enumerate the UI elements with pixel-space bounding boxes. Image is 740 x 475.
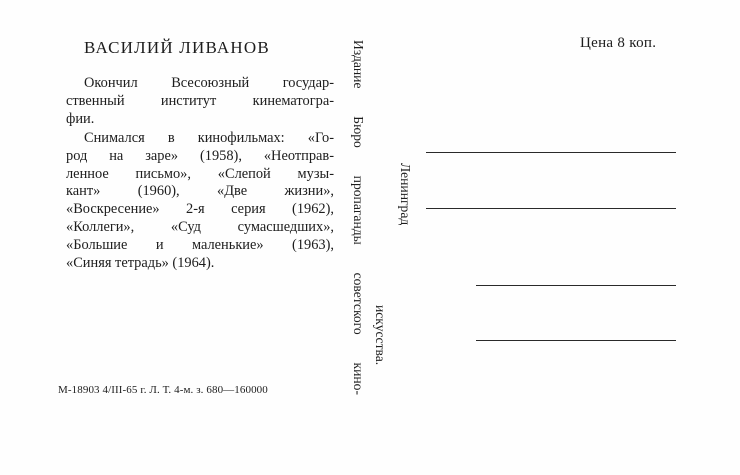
filmography-line: «Воскресение» 2-я серия (1962), bbox=[66, 201, 334, 218]
education-line: фии. bbox=[66, 111, 95, 127]
filmography-line: Снимался в кинофильмах: «Го- bbox=[84, 130, 334, 146]
filmography-line: «Коллеги», «Суд сумасшедших», bbox=[66, 218, 334, 235]
filmography-line: кант» (1960), «Две жизни», bbox=[66, 183, 334, 200]
filmography-line: род на заре» (1958), «Неотправ- bbox=[66, 147, 334, 164]
publisher-line-2: искусства. bbox=[373, 305, 388, 366]
address-line bbox=[426, 208, 676, 209]
filmography-line: ленное письмо», «Слепой музы- bbox=[66, 165, 334, 182]
filmography-line: «Синяя тетрадь» (1964). bbox=[66, 254, 215, 271]
filmography-paragraph bbox=[66, 130, 334, 272]
actor-name-title: ВАСИЛИЙ ЛИВАНОВ bbox=[84, 38, 270, 57]
filmography-line: «Большие и маленькие» (1963), bbox=[66, 236, 334, 253]
education-paragraph bbox=[66, 74, 334, 128]
address-line bbox=[476, 285, 676, 286]
price-label: Цена 8 коп. bbox=[580, 35, 657, 51]
address-line bbox=[476, 340, 676, 341]
education-line: ственный институт кинематогра- bbox=[66, 93, 334, 109]
address-line bbox=[426, 152, 676, 153]
publisher-line-1: Издание Бюро пропаганды советского кино- bbox=[351, 40, 366, 395]
print-imprint: М-18903 4/III-65 г. Л. Т. 4-м. з. 680—160000 bbox=[58, 384, 268, 396]
publisher-city: Ленинград bbox=[398, 163, 413, 226]
education-line: Окончил Всесоюзный государ- bbox=[84, 75, 334, 91]
